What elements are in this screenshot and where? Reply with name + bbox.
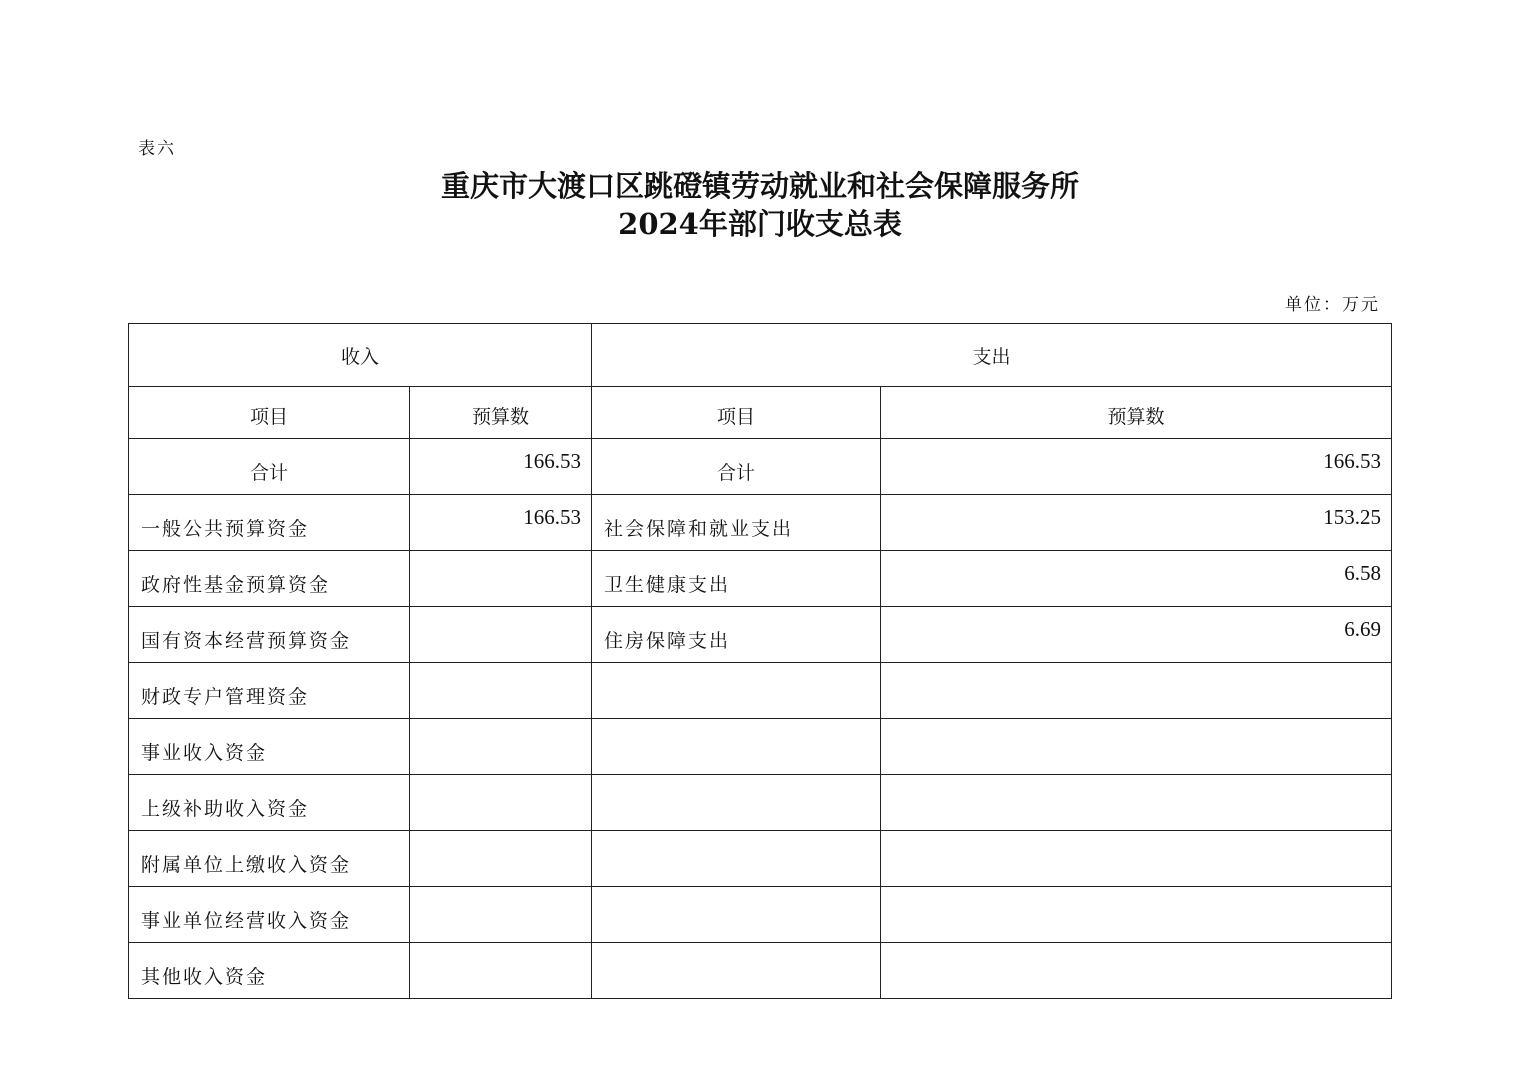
income-item-cell: 事业单位经营收入资金 <box>129 887 410 943</box>
income-budget-cell: 166.53 <box>410 495 592 551</box>
income-total-label: 合计 <box>129 439 410 495</box>
income-budget-column-header: 预算数 <box>410 387 592 439</box>
expense-budget-cell <box>881 887 1392 943</box>
income-budget-cell <box>410 887 592 943</box>
expense-item-cell <box>592 663 881 719</box>
expense-item-cell <box>592 831 881 887</box>
income-item-column-header: 项目 <box>129 387 410 439</box>
column-header-row <box>129 387 1392 439</box>
expense-item-cell <box>592 887 881 943</box>
table-row <box>129 943 1392 999</box>
table-row <box>129 607 1392 663</box>
table-row <box>129 663 1392 719</box>
expense-section-header: 支出 <box>592 324 1392 387</box>
expense-item-cell: 住房保障支出 <box>592 607 881 663</box>
income-section-header: 收入 <box>129 324 592 387</box>
expense-budget-cell <box>881 831 1392 887</box>
expense-budget-cell <box>881 663 1392 719</box>
income-budget-cell <box>410 551 592 607</box>
table-row <box>129 887 1392 943</box>
income-budget-cell <box>410 663 592 719</box>
expense-item-column-header: 项目 <box>592 387 881 439</box>
income-item-cell: 一般公共预算资金 <box>129 495 410 551</box>
income-budget-cell <box>410 943 592 999</box>
income-item-cell: 政府性基金预算资金 <box>129 551 410 607</box>
income-item-cell: 上级补助收入资金 <box>129 775 410 831</box>
document-title-line1: 重庆市大渡口区跳磴镇劳动就业和社会保障服务所 <box>440 169 1079 203</box>
expense-item-cell <box>592 943 881 999</box>
section-header-row <box>129 324 1392 387</box>
expense-item-cell: 社会保障和就业支出 <box>592 495 881 551</box>
table-row <box>129 775 1392 831</box>
expense-budget-cell <box>881 719 1392 775</box>
income-item-cell: 财政专户管理资金 <box>129 663 410 719</box>
income-budget-cell <box>410 831 592 887</box>
income-budget-cell <box>410 775 592 831</box>
unit-label: 单位：万元 <box>1285 295 1380 315</box>
income-item-cell: 附属单位上缴收入资金 <box>129 831 410 887</box>
expense-total-value: 166.53 <box>881 439 1392 495</box>
expense-budget-cell: 6.58 <box>881 551 1392 607</box>
income-item-cell: 国有资本经营预算资金 <box>129 607 410 663</box>
expense-budget-cell: 153.25 <box>881 495 1392 551</box>
expense-item-cell <box>592 719 881 775</box>
expense-total-label: 合计 <box>592 439 881 495</box>
income-total-value: 166.53 <box>410 439 592 495</box>
income-budget-cell <box>410 607 592 663</box>
table-row <box>129 719 1392 775</box>
table-row <box>129 551 1392 607</box>
expense-budget-column-header: 预算数 <box>881 387 1392 439</box>
budget-table <box>128 323 1392 999</box>
expense-budget-cell <box>881 943 1392 999</box>
table-label: 表六 <box>138 139 176 159</box>
income-item-cell: 事业收入资金 <box>129 719 410 775</box>
table-row <box>129 831 1392 887</box>
table-row <box>129 495 1392 551</box>
document-title-line2: 2024年部门收支总表 <box>618 207 902 241</box>
expense-budget-cell: 6.69 <box>881 607 1392 663</box>
income-budget-cell <box>410 719 592 775</box>
income-item-cell: 其他收入资金 <box>129 943 410 999</box>
expense-item-cell: 卫生健康支出 <box>592 551 881 607</box>
expense-item-cell <box>592 775 881 831</box>
expense-budget-cell <box>881 775 1392 831</box>
total-row <box>129 439 1392 495</box>
